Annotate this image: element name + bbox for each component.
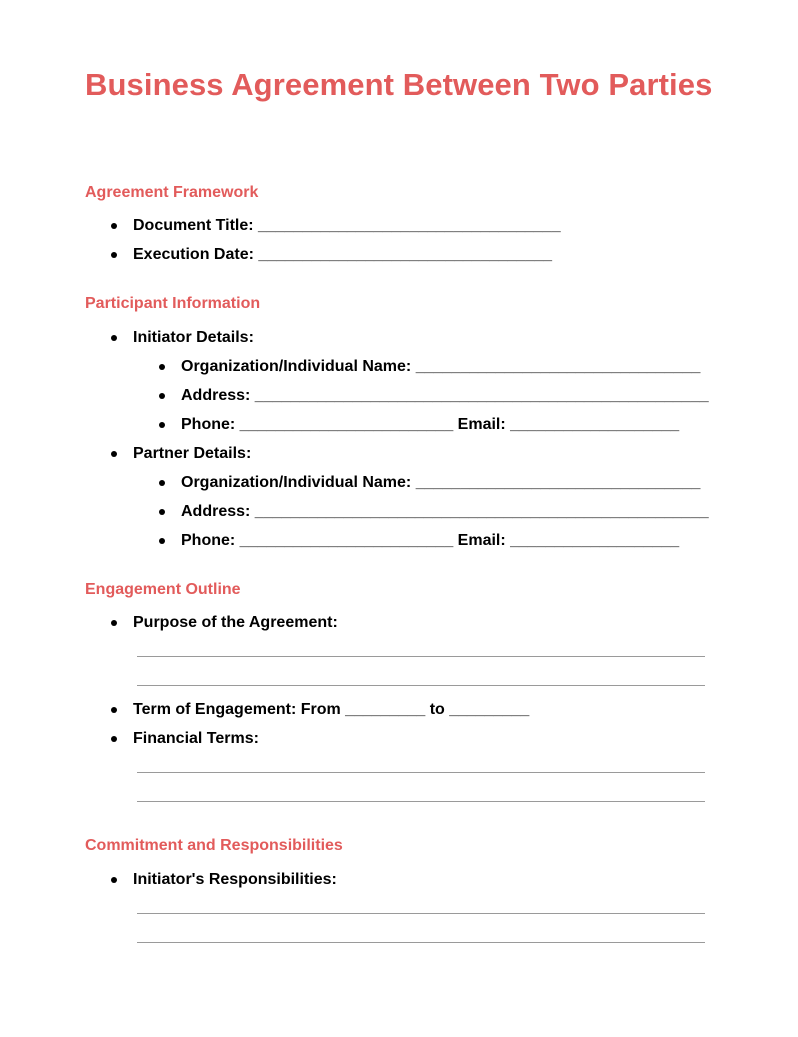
- partner-details-label: Partner Details:: [133, 445, 252, 462]
- bullet-icon: [159, 480, 165, 486]
- initiator-contact-field[interactable]: Phone: ________________________ Email: ___________________: [181, 416, 680, 433]
- execution-date-field[interactable]: Execution Date: _________________________________: [133, 246, 553, 263]
- partner-address-field[interactable]: Address: ___________________________________________________: [181, 503, 709, 520]
- bullet-icon: [111, 736, 117, 742]
- financial-terms-label: Financial Terms:: [133, 730, 259, 747]
- purpose-writing-line[interactable]: [137, 685, 705, 686]
- term-of-engagement-field[interactable]: Term of Engagement: From _________ to _________: [133, 701, 530, 718]
- bullet-icon: [159, 538, 165, 544]
- bullet-icon: [159, 422, 165, 428]
- bullet-icon: [111, 223, 117, 229]
- bullet-icon: [111, 451, 117, 457]
- initiator-name-field[interactable]: Organization/Individual Name: ________________________________: [181, 358, 701, 375]
- bullet-icon: [159, 364, 165, 370]
- document-title-field[interactable]: Document Title: __________________________________: [133, 217, 561, 234]
- bullet-icon: [111, 620, 117, 626]
- bullet-icon: [159, 509, 165, 515]
- bullet-icon: [159, 393, 165, 399]
- partner-name-field[interactable]: Organization/Individual Name: ________________________________: [181, 474, 701, 491]
- initiator-responsibilities-label: Initiator's Responsibilities:: [133, 871, 337, 888]
- section-heading-participant-information: Participant Information: [85, 295, 261, 312]
- initiator-details-label: Initiator Details:: [133, 329, 254, 346]
- purpose-writing-line[interactable]: [137, 656, 705, 657]
- section-heading-engagement-outline: Engagement Outline: [85, 581, 241, 598]
- page-title: Business Agreement Between Two Parties: [85, 67, 713, 102]
- bullet-icon: [111, 877, 117, 883]
- section-heading-agreement-framework: Agreement Framework: [85, 184, 259, 201]
- bullet-icon: [111, 252, 117, 258]
- partner-contact-field[interactable]: Phone: ________________________ Email: ___________________: [181, 532, 680, 549]
- section-heading-commitment: Commitment and Responsibilities: [85, 837, 343, 854]
- initiator-address-field[interactable]: Address: ___________________________________________________: [181, 387, 709, 404]
- bullet-icon: [111, 335, 117, 341]
- responsibilities-writing-line[interactable]: [137, 942, 705, 943]
- responsibilities-writing-line[interactable]: [137, 913, 705, 914]
- bullet-icon: [111, 707, 117, 713]
- financial-writing-line[interactable]: [137, 801, 705, 802]
- financial-writing-line[interactable]: [137, 772, 705, 773]
- purpose-label: Purpose of the Agreement:: [133, 614, 338, 631]
